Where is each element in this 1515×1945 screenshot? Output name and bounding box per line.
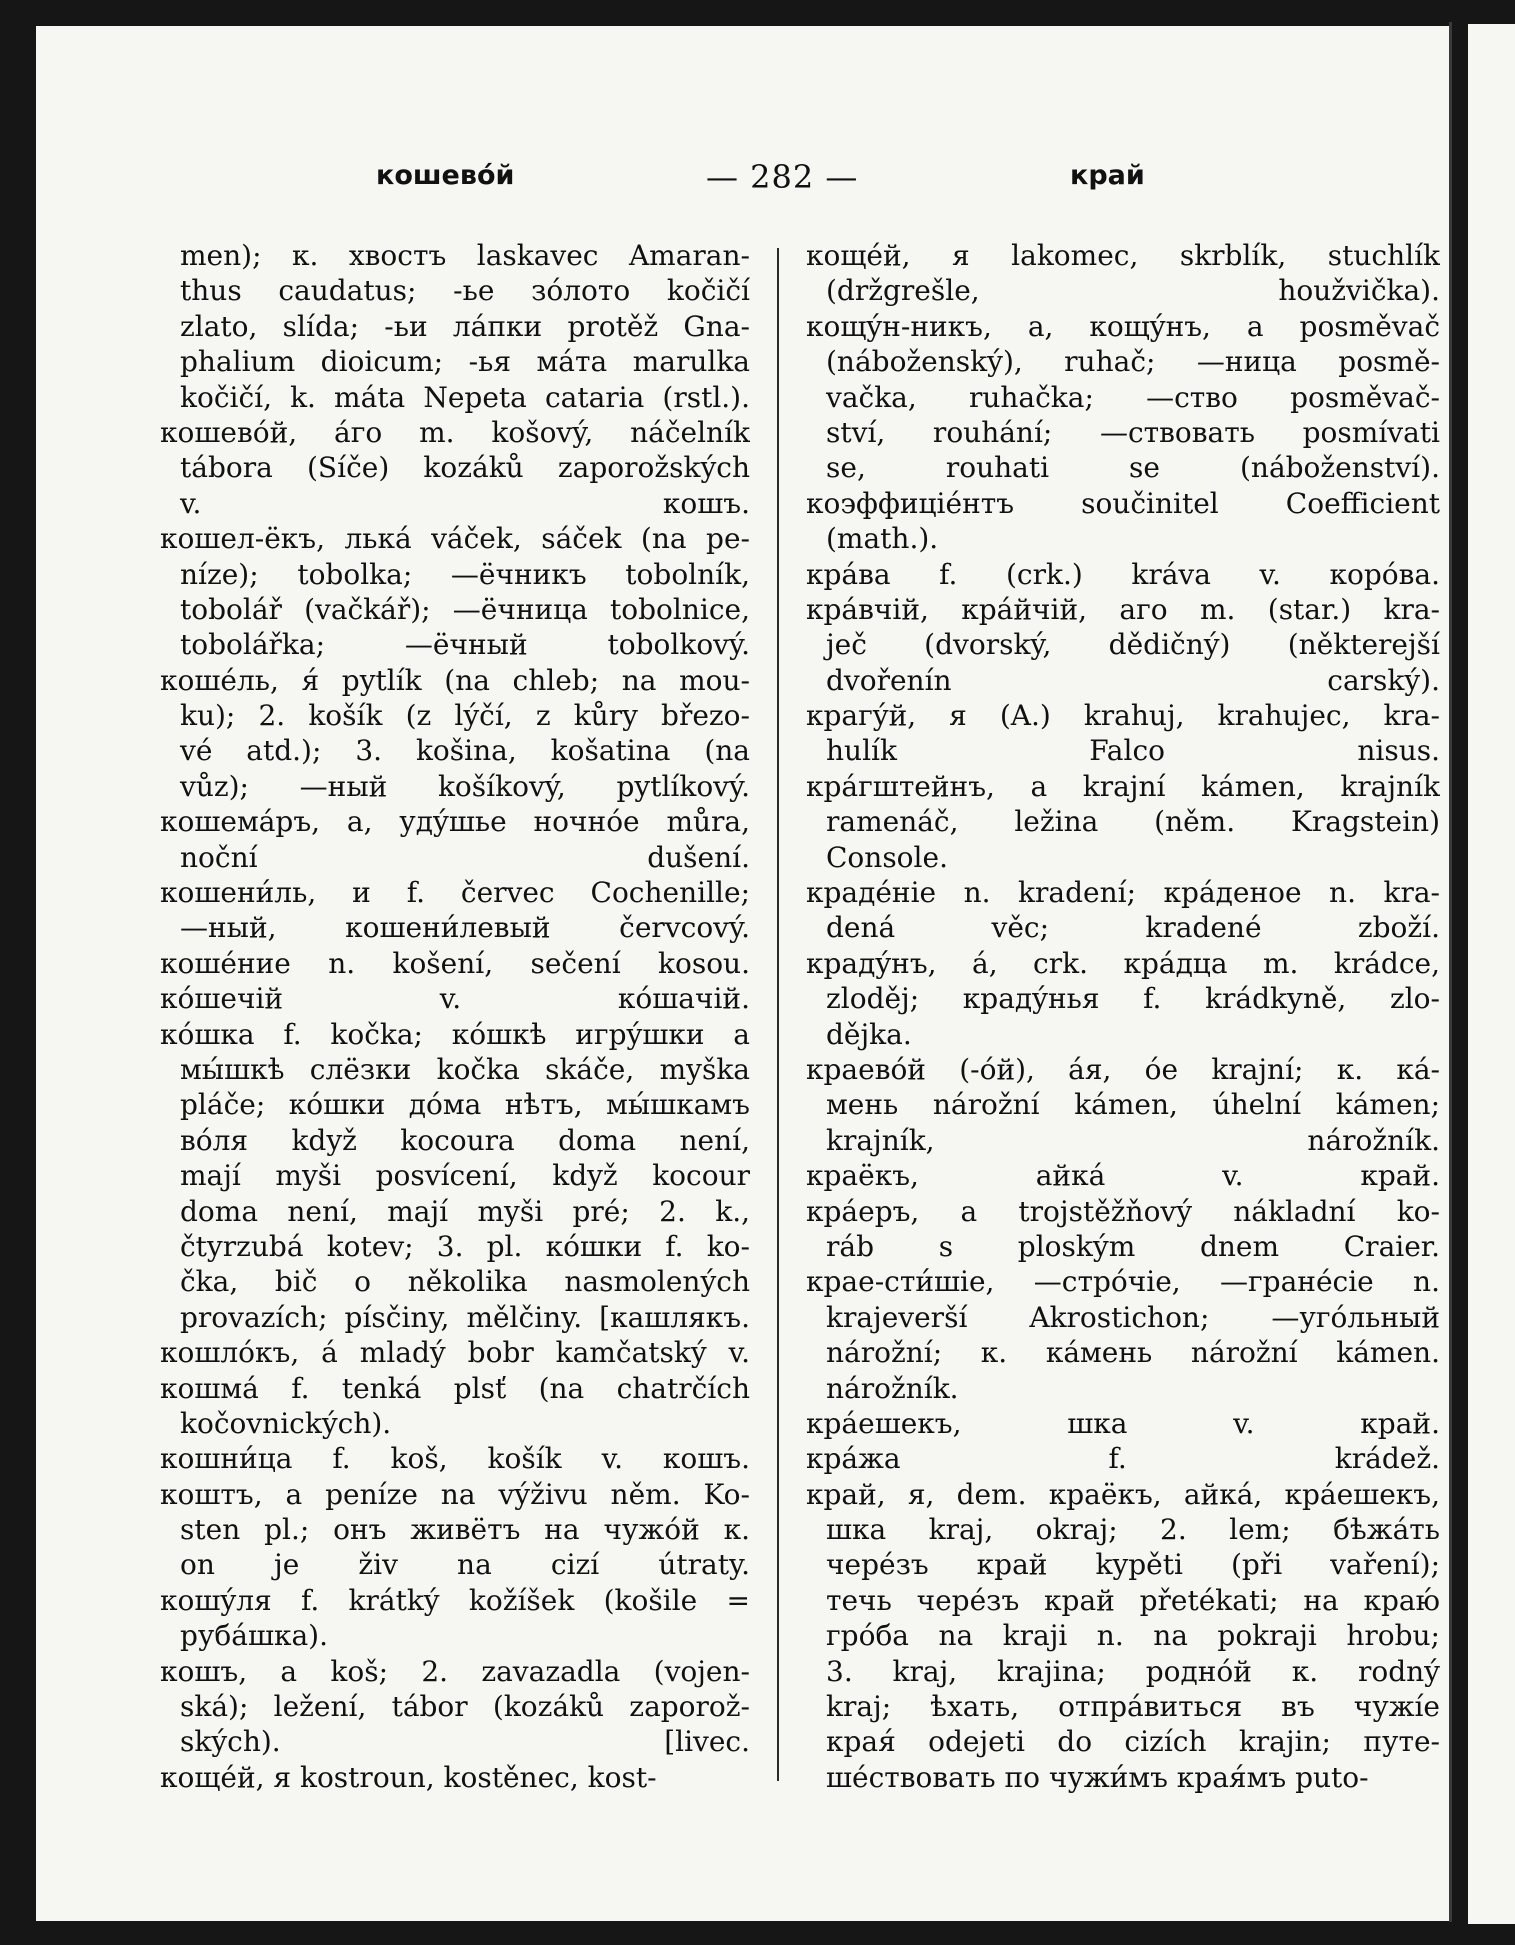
entry-line: zloděj; крадýнья f. krádkyně, zlo- xyxy=(826,982,1440,1016)
entry-line: mají myši posvícení, když kocour xyxy=(180,1159,750,1193)
entry-line: zlato, slída; -ьи лáпки protěž Gna- xyxy=(180,309,750,343)
entry-line: tobolář (vačkář); —ёчница tobolnice, xyxy=(180,592,750,626)
entry-line: ramenáč, ležina (něm. Kragstein) xyxy=(826,805,1440,839)
entry-line: ství, rouhání; —ствовать posmívati xyxy=(826,415,1440,449)
column-divider xyxy=(777,248,779,1781)
entry-line: черéзъ край kypěti (při vaření); xyxy=(826,1548,1440,1582)
page-edge-shadow xyxy=(1449,22,1452,1922)
entry-line: doma není, mají myši pré; 2. k., xyxy=(180,1194,750,1228)
entry-line: крáеръ, а trojstěžňový nákladní ko- xyxy=(806,1194,1440,1228)
entry-line: men); к. хвостъ laskavec Amaran- xyxy=(180,239,750,272)
entry-line: čka, bič o několika nasmolených xyxy=(180,1265,750,1299)
entry-line: (držgrešle, houžvička). xyxy=(826,274,1440,308)
entry-line: шка kraj, okraj; 2. lem; бѣжáть xyxy=(826,1513,1440,1547)
entry-line: крадýнъ, á, crk. крáдца m. krádce, xyxy=(806,946,1440,980)
entry-line: v. кошъ. xyxy=(180,486,750,520)
entry-line: sten pl.; онъ живётъ на чужóй к. xyxy=(180,1513,750,1547)
entry-line: kočičí, k. máta Nepeta cataria (rstl.). xyxy=(180,380,750,414)
entry-line: течь черéзъ край přetékati; на краю́ xyxy=(826,1583,1440,1617)
entry-line: (math.). xyxy=(826,522,939,556)
entry-line: 3. kraj, krajina; роднóй к. rodný xyxy=(826,1654,1440,1688)
entry-line: кошýля f. krátký kožíšek (košile = xyxy=(160,1583,750,1617)
entry-line: крáвчій, крáйчій, аго m. (star.) kra- xyxy=(806,592,1440,626)
entry-line: крагýй, я (A.) krahuj, krahujec, kra- xyxy=(806,699,1440,733)
entry-line: pláče; кóшки дóма нѣтъ, мы́шкамъ xyxy=(180,1088,750,1122)
entry-line: краевóй (-óй), áя, óе krajní; к. кá- xyxy=(806,1052,1440,1086)
entry-line: ječ (dvorský, dědičný) (některejší xyxy=(826,628,1440,662)
entry-line: thus caudatus; -ье зóлото kočičí xyxy=(180,274,750,308)
entry-line: ráb s ploským dnem Craier. xyxy=(826,1229,1440,1263)
entry-line: крáва f. (crk.) kráva v. корóва. xyxy=(806,557,1440,591)
entry-line: грóба na kraji n. na pokraji hrobu; xyxy=(826,1619,1440,1653)
entry-line: коэффиціéнтъ součinitel Coefficient xyxy=(806,486,1440,520)
entry-line: кошел-ёкъ, лькá váček, sáček (na pe- xyxy=(160,522,750,556)
entry-line: se, rouhati se (náboženství). xyxy=(826,451,1440,485)
entry-line: vačka, ruhačka; —ство posměvač- xyxy=(826,380,1440,414)
entry-line: dená věc; kradené zboží. xyxy=(826,911,1440,945)
entry-line: nárožník. xyxy=(826,1371,959,1405)
entry-line: крае-сти́шіе, —стрóчіе, —гранéсіе n. xyxy=(806,1265,1440,1299)
right-column xyxy=(806,238,1440,1795)
entry-line: мы́шкѣ слёзки kočka skáče, myška xyxy=(180,1052,750,1086)
entry-line: кощéй, я lakomec, skrblík, stuchlík xyxy=(806,239,1440,272)
entry-line: края́ odejeti do cizích krajin; путе- xyxy=(826,1725,1440,1759)
entry-line: шéствовать по чужи́мъ края́мъ puto- xyxy=(826,1760,1369,1794)
right-guide-word: край xyxy=(1070,160,1145,191)
entry-line: čtyrzubá kotev; 3. pl. кóшки f. ko- xyxy=(180,1229,750,1263)
entry-line: tábora (Síče) kozáků zaporožských xyxy=(180,451,750,485)
entry-line: мень nárožní kámen, úhelní kámen; xyxy=(826,1088,1440,1122)
dictionary-page xyxy=(36,26,1452,1921)
running-head xyxy=(36,160,1452,200)
entry-line: кошéние n. košení, sečení kosou. xyxy=(160,946,750,980)
entry-line: краёкъ, айкá v. край. xyxy=(806,1159,1440,1193)
entry-line: кошни́ца f. koš, košík v. кошъ. xyxy=(160,1442,750,1476)
entry-line: dvořenín carský). xyxy=(826,663,1440,697)
entry-line: кошени́ль, и f. červec Cochenille; xyxy=(160,876,750,910)
entry-line: кощýн-никъ, а, кощýнъ, а posměvač xyxy=(806,309,1440,343)
left-column xyxy=(160,238,750,1795)
entry-line: крадéніе n. kradení; крáденое n. kra- xyxy=(806,876,1440,910)
entry-line: (náboženský), ruhač; —ница posmě- xyxy=(826,345,1440,379)
entry-line: вóля když kocoura doma není, xyxy=(180,1123,750,1157)
entry-line: krajeverší Akrostichon; —угóльный xyxy=(826,1300,1440,1334)
entry-line: край, я, dem. краёкъ, айкá, крáешекъ, xyxy=(806,1477,1440,1511)
entry-line: phalium dioicum; -ья мáта marulka xyxy=(180,345,750,379)
entry-line: крáешекъ, шка v. край. xyxy=(806,1406,1440,1440)
entry-line: ská); ležení, tábor (kozáků zaporož- xyxy=(180,1690,750,1724)
entry-line: vé atd.); 3. košina, košatina (na xyxy=(180,734,750,768)
page-number: — 282 — xyxy=(706,158,859,196)
entry-line: on je živ na cizí útraty. xyxy=(180,1548,750,1582)
entry-line: dějka. xyxy=(826,1017,912,1051)
adjacent-page-edge xyxy=(1468,24,1515,1924)
entry-line: кошéль, я́ pytlík (na chleb; na mou- xyxy=(160,663,750,697)
entry-line: кошмá f. tenká plsť (na chatrčích xyxy=(160,1371,750,1405)
entry-line: кошъ, а koš; 2. zavazadla (vojen- xyxy=(160,1654,750,1688)
entry-line: noční dušení. xyxy=(180,840,750,874)
entry-line: кощéй, я kostroun, kostěnec, kost- xyxy=(160,1760,657,1794)
entry-line: kraj; ѣхать, отпрáвиться въ чужíе xyxy=(826,1690,1440,1724)
entry-line: рубáшка). xyxy=(180,1619,328,1653)
entry-line: provazích; písčiny, mělčiny. [кашлякъ. xyxy=(180,1300,750,1334)
entry-line: кошевóй, áго m. košový, náčelník xyxy=(160,415,750,449)
left-guide-word: кошевóй xyxy=(376,160,515,191)
entry-line: коштъ, а peníze na výživu něm. Ko- xyxy=(160,1477,750,1511)
entry-line: nárožní; к. кáмень nárožní kámen. xyxy=(826,1336,1440,1370)
entry-line: кошемáръ, а, удýшье ночнóе můra, xyxy=(160,805,750,839)
entry-line: кóшечій v. кóшачій. xyxy=(160,982,750,1016)
entry-line: кошлóкъ, á mladý bobr kamčatský v. xyxy=(160,1336,750,1370)
entry-line: ku); 2. košík (z lýčí, z kůry březo- xyxy=(180,699,750,733)
entry-line: —ный, кошени́левый červcový. xyxy=(180,911,750,945)
entry-line: крáгштейнъ, а krajní kámen, krajník xyxy=(806,769,1440,803)
entry-line: Console. xyxy=(826,840,948,874)
entry-line: hulík Falco nisus. xyxy=(826,734,1440,768)
entry-line: ských). [livec. xyxy=(180,1725,750,1759)
entry-line: tobolářka; —ёчный tobolkový. xyxy=(180,628,750,662)
entry-line: vůz); —ный košíkový, pytlíkový. xyxy=(180,769,750,803)
entry-line: крáжа f. krádež. xyxy=(806,1442,1440,1476)
entry-line: níze); tobolka; —ёчникъ tobolník, xyxy=(180,557,750,591)
entry-line: krajník, nárožník. xyxy=(826,1123,1440,1157)
entry-line: kočovnických). xyxy=(180,1406,392,1440)
entry-line: кóшка f. kočka; кóшкѣ игрýшки а xyxy=(160,1017,750,1051)
